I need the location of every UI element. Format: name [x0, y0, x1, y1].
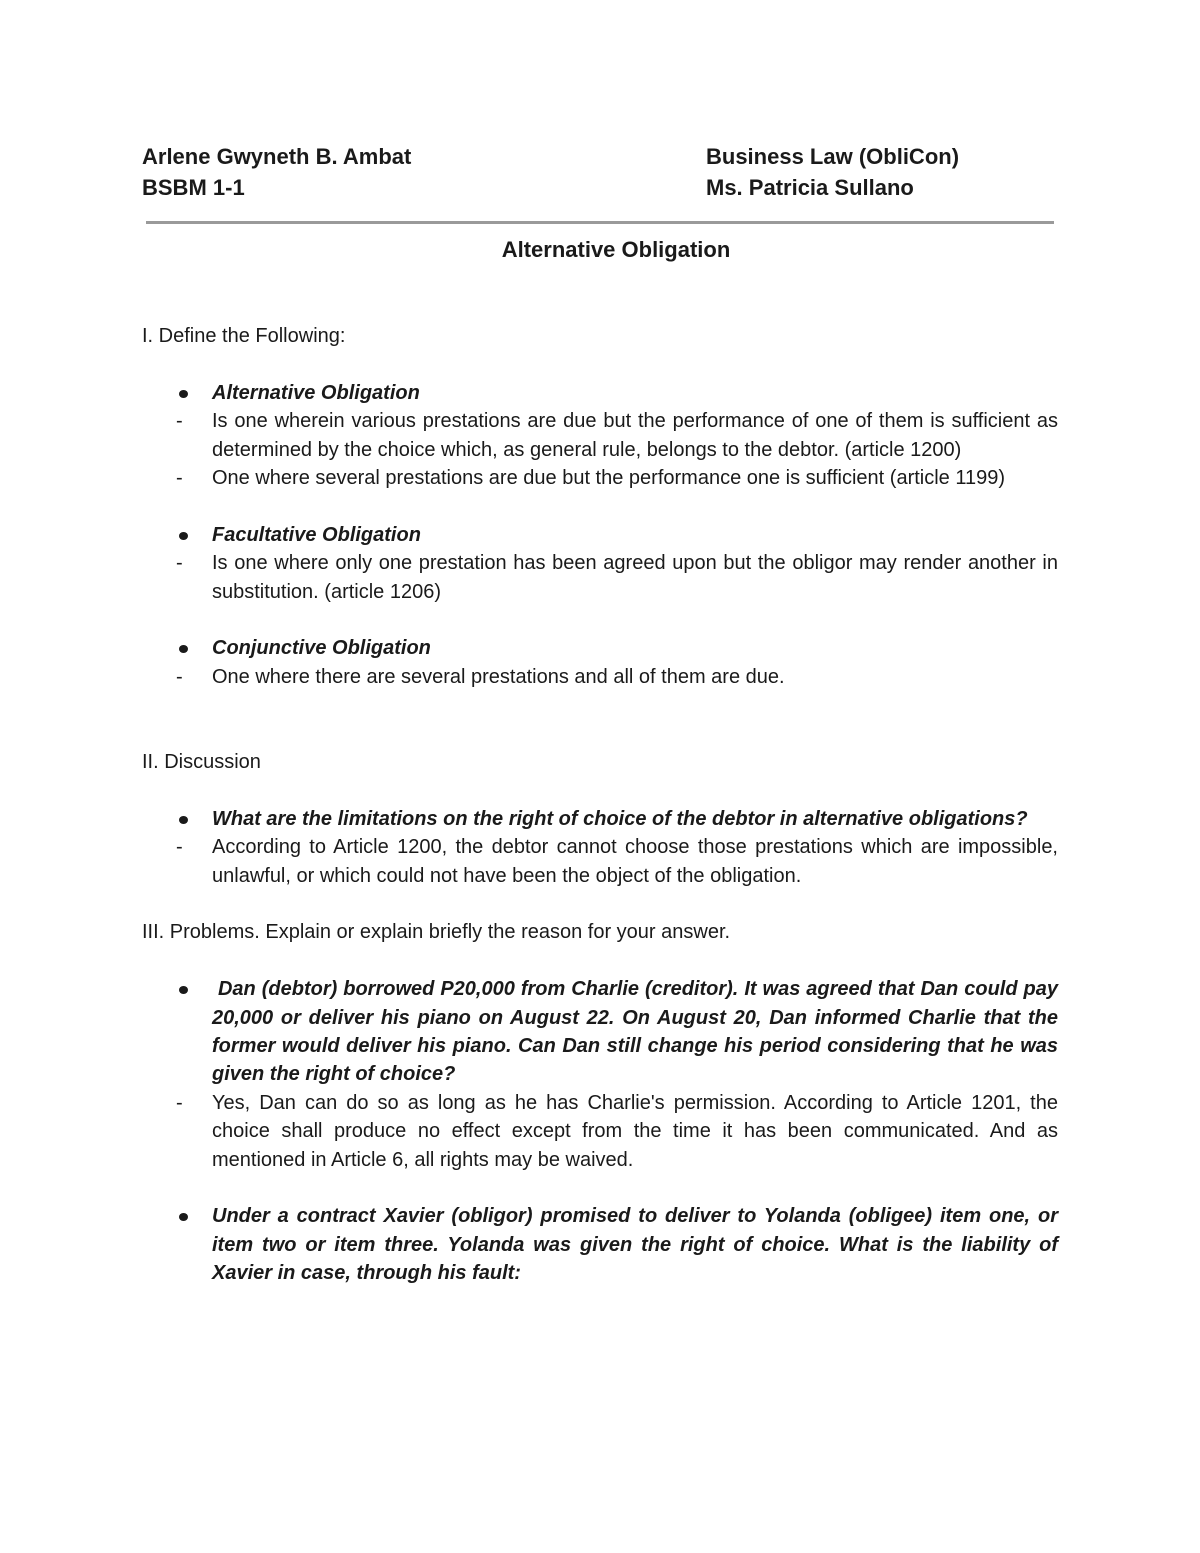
section-heading-definitions: I. Define the Following: [142, 325, 346, 347]
document-title: Alternative Obligation [501, 237, 731, 262]
bullet-icon [179, 645, 188, 653]
discussion-question: What are the limitations on the right of choice of the debtor in alternative obligations? [212, 807, 1028, 830]
problem-answer [142, 1089, 1058, 1174]
dash-marker: - [176, 1091, 183, 1114]
dash-marker: - [176, 410, 183, 433]
definition-answer [142, 549, 1058, 606]
bullet-icon [179, 816, 188, 824]
student-section: BSBM 1-1 [142, 175, 245, 200]
definition-answer [142, 663, 1058, 691]
bullet-icon [179, 1213, 188, 1221]
document-body [142, 322, 1064, 1288]
answer-text: According to Article 1200, the debtor cannot choose those prestations which are impossible, unlawful, or which could not have been the object of the obligation. [212, 836, 1058, 887]
answer-text: One where there are several prestations and all of them are due. [212, 665, 785, 688]
definition-item [142, 379, 1058, 407]
dash-marker: - [176, 467, 183, 490]
section-heading-discussion: II. Discussion [142, 751, 261, 774]
discussion-answer [142, 833, 1058, 890]
discussion-item [142, 805, 1058, 833]
definition-term: Alternative Obligation [212, 381, 420, 404]
dash-marker: - [176, 665, 183, 688]
definition-answer [142, 407, 1058, 464]
problem-item [142, 975, 1064, 1089]
bullet-icon [179, 986, 188, 994]
course-name: Business Law (ObliCon) [706, 144, 960, 169]
definition-term: Conjunctive Obligation [212, 637, 431, 660]
dash-marker: - [176, 836, 183, 859]
bullet-icon [179, 390, 188, 398]
student-info [142, 141, 411, 203]
bullet-icon [179, 532, 188, 540]
definition-item [142, 634, 1058, 662]
problem-item [142, 1202, 1058, 1287]
instructor-name: Ms. Patricia Sullano [706, 175, 914, 200]
header-divider [146, 221, 1054, 224]
definition-term: Facultative Obligation [212, 523, 421, 546]
answer-text: Is one where only one prestation has been agreed upon but the obligor may render another in substitution. (article 1206) [212, 552, 1058, 603]
problem-question: Dan (debtor) borrowed P20,000 from Charlie (creditor). It was agreed that Dan could pay 20,000 or deliver his piano on August 22. On August 20, Dan informed Charlie that the former would deliver his piano. Can Dan still change his period considering that he was given the right of choice? [212, 978, 1064, 1086]
answer-text: One where several prestations are due but the performance one is sufficient (article 1199) [212, 467, 1006, 490]
answer-text: Yes, Dan can do so as long as he has Charlie's permission. According to Article 1201, the choice shall produce no effect except from the time it has been communicated. And as mentioned in Article 6, all rights may be waived. [212, 1091, 1058, 1171]
course-info [706, 141, 959, 203]
definition-item [142, 521, 1058, 549]
student-name: Arlene Gwyneth B. Ambat [142, 144, 412, 169]
dash-marker: - [176, 552, 183, 575]
problem-question: Under a contract Xavier (obligor) promised to deliver to Yolanda (obligee) item one, or item two or item three. Yolanda was given the right of choice. What is the liability of Xavier in case, through his fault: [212, 1205, 1058, 1285]
definition-answer [142, 464, 1058, 492]
section-heading-problems: III. Problems. Explain or explain briefly the reason for your answer. [142, 921, 731, 944]
answer-text: Is one wherein various prestations are due but the performance of one of them is sufficient as determined by the choice which, as general rule, belongs to the debtor. (article 1200) [212, 410, 1058, 461]
